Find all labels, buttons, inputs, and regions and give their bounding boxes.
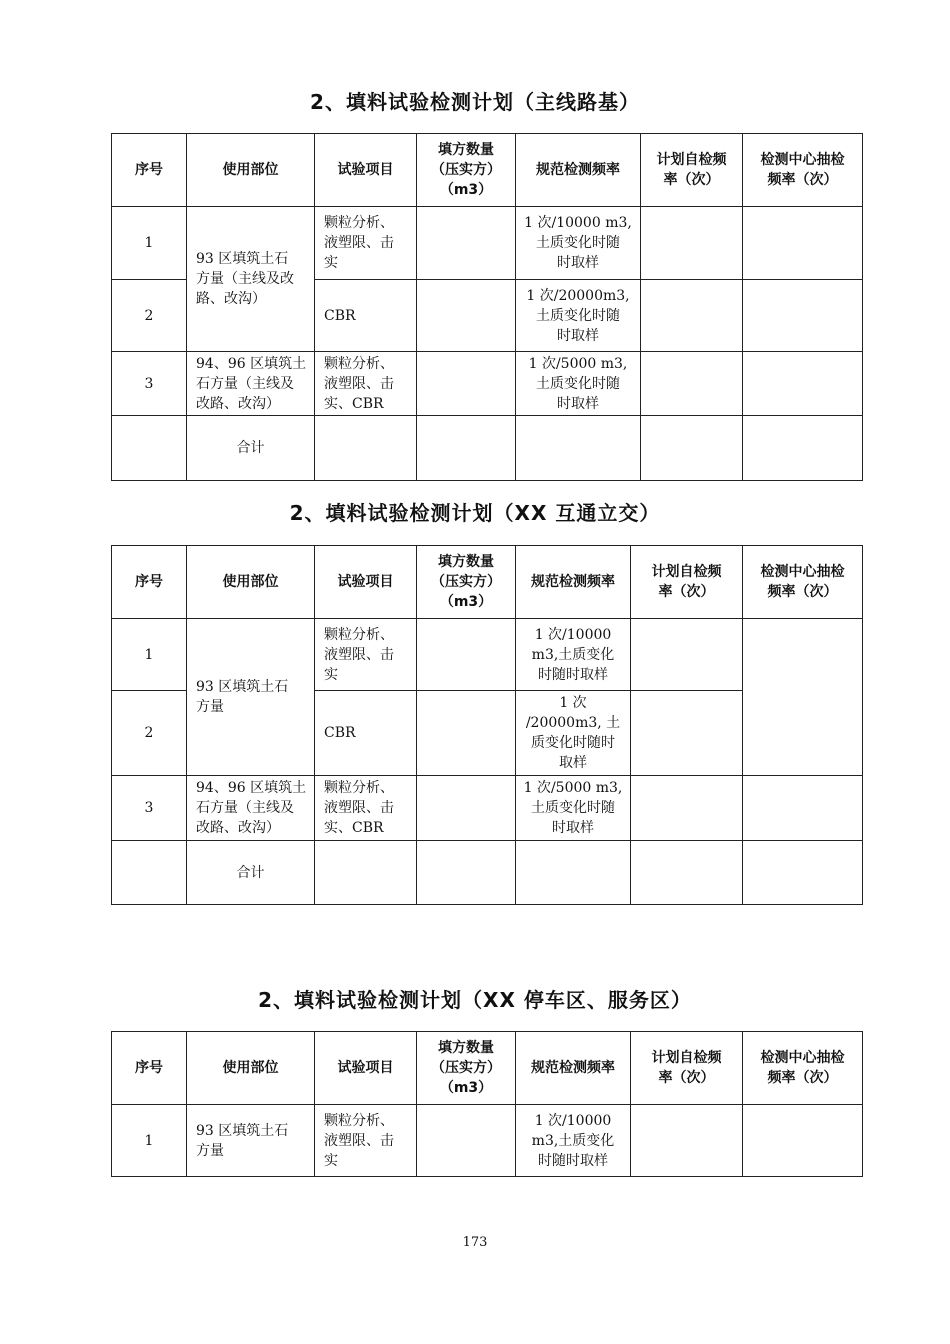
header-test-item: 试验项目 bbox=[315, 134, 417, 207]
cell-self-check bbox=[631, 619, 743, 691]
header-center-check: 检测中心抽检 频率（次） bbox=[743, 134, 863, 207]
header-fill-qty: 填方数量 （压实方） （m3） bbox=[417, 134, 516, 207]
table-interchange bbox=[111, 545, 863, 905]
cell-test-item: CBR bbox=[315, 280, 417, 352]
table-service-area bbox=[111, 1031, 863, 1177]
header-center-check: 检测中心抽检 频率（次） bbox=[743, 1032, 863, 1105]
cell-fill-qty bbox=[417, 280, 516, 352]
cell-seq: 3 bbox=[112, 776, 187, 841]
cell-self-check bbox=[631, 691, 743, 776]
header-frequency: 规范检测频率 bbox=[516, 134, 641, 207]
cell-fill-qty bbox=[417, 619, 516, 691]
cell-seq: 1 bbox=[112, 619, 187, 691]
cell-test-item: 颗粒分析、 液塑限、击 实、CBR bbox=[315, 776, 417, 841]
header-seq: 序号 bbox=[112, 134, 187, 207]
total-label: 合计 bbox=[187, 841, 315, 905]
table-row bbox=[112, 1105, 863, 1177]
total-label: 合计 bbox=[187, 416, 315, 481]
table-row bbox=[112, 619, 863, 691]
cell-test-item: 颗粒分析、 液塑限、击 实 bbox=[315, 619, 417, 691]
cell-frequency: 1 次/20000m3, 土质变化时随 时取样 bbox=[516, 280, 641, 352]
table-row bbox=[112, 776, 863, 841]
table-mainline bbox=[111, 133, 863, 481]
cell-seq: 2 bbox=[112, 280, 187, 352]
cell-frequency: 1 次/5000 m3, 土质变化时随 时取样 bbox=[516, 352, 641, 416]
total-row bbox=[112, 841, 863, 905]
cell-self-check bbox=[641, 207, 743, 280]
cell-seq: 3 bbox=[112, 352, 187, 416]
header-test-item: 试验项目 bbox=[315, 546, 417, 619]
cell-seq: 1 bbox=[112, 207, 187, 280]
page-number: 173 bbox=[462, 1235, 488, 1250]
total-row bbox=[112, 416, 863, 481]
cell-frequency: 1 次/10000 m3,土质变化 时随时取样 bbox=[516, 619, 631, 691]
cell-center-check bbox=[743, 619, 863, 776]
header-fill-qty: 填方数量 （压实方） （m3） bbox=[417, 546, 516, 619]
cell-location: 93 区填筑土石 方量 bbox=[187, 619, 315, 776]
cell-test-item: 颗粒分析、 液塑限、击 实、CBR bbox=[315, 352, 417, 416]
section-title-service-area: 2、填料试验检测计划（XX 停车区、服务区） bbox=[258, 988, 692, 1012]
cell-test-item: 颗粒分析、 液塑限、击 实 bbox=[315, 207, 417, 280]
cell-self-check bbox=[631, 1105, 743, 1177]
section-title-mainline: 2、填料试验检测计划（主线路基） bbox=[310, 90, 640, 114]
header-center-check: 检测中心抽检 频率（次） bbox=[743, 546, 863, 619]
cell-frequency: 1 次/10000 m3, 土质变化时随 时取样 bbox=[516, 207, 641, 280]
cell-center-check bbox=[743, 776, 863, 841]
cell-test-item: CBR bbox=[315, 691, 417, 776]
header-self-check: 计划自检频 率（次） bbox=[631, 1032, 743, 1105]
table-row bbox=[112, 207, 863, 280]
header-fill-qty: 填方数量 （压实方） （m3） bbox=[417, 1032, 516, 1105]
header-row bbox=[112, 546, 863, 619]
header-test-item: 试验项目 bbox=[315, 1032, 417, 1105]
cell-self-check bbox=[631, 776, 743, 841]
cell-center-check bbox=[743, 1105, 863, 1177]
header-seq: 序号 bbox=[112, 546, 187, 619]
cell-seq: 2 bbox=[112, 691, 187, 776]
cell-fill-qty bbox=[417, 207, 516, 280]
cell-seq: 1 bbox=[112, 1105, 187, 1177]
cell-center-check bbox=[743, 352, 863, 416]
cell-fill-qty bbox=[417, 352, 516, 416]
section-title-interchange: 2、填料试验检测计划（XX 互通立交） bbox=[289, 501, 661, 525]
cell-frequency: 1 次/5000 m3, 土质变化时随 时取样 bbox=[516, 776, 631, 841]
cell-location: 94、96 区填筑土 石方量（主线及 改路、改沟） bbox=[187, 776, 315, 841]
cell-center-check bbox=[743, 207, 863, 280]
cell-self-check bbox=[641, 352, 743, 416]
cell-frequency: 1 次/10000 m3,土质变化 时随时取样 bbox=[516, 1105, 631, 1177]
header-location: 使用部位 bbox=[187, 1032, 315, 1105]
cell-frequency: 1 次 /20000m3, 土 质变化时随时 取样 bbox=[516, 691, 631, 776]
cell-location: 94、96 区填筑土 石方量（主线及 改路、改沟） bbox=[187, 352, 315, 416]
header-seq: 序号 bbox=[112, 1032, 187, 1105]
cell-test-item: 颗粒分析、 液塑限、击 实 bbox=[315, 1105, 417, 1177]
cell-location: 93 区填筑土石 方量（主线及改 路、改沟） bbox=[187, 207, 315, 352]
header-self-check: 计划自检频 率（次） bbox=[631, 546, 743, 619]
cell-fill-qty bbox=[417, 691, 516, 776]
header-frequency: 规范检测频率 bbox=[516, 1032, 631, 1105]
header-row bbox=[112, 134, 863, 207]
header-row bbox=[112, 1032, 863, 1105]
cell-fill-qty bbox=[417, 1105, 516, 1177]
cell-center-check bbox=[743, 280, 863, 352]
cell-location: 93 区填筑土石 方量 bbox=[187, 1105, 315, 1177]
cell-fill-qty bbox=[417, 776, 516, 841]
header-self-check: 计划自检频 率（次） bbox=[641, 134, 743, 207]
header-frequency: 规范检测频率 bbox=[516, 546, 631, 619]
cell-self-check bbox=[641, 280, 743, 352]
header-location: 使用部位 bbox=[187, 134, 315, 207]
table-row bbox=[112, 352, 863, 416]
header-location: 使用部位 bbox=[187, 546, 315, 619]
